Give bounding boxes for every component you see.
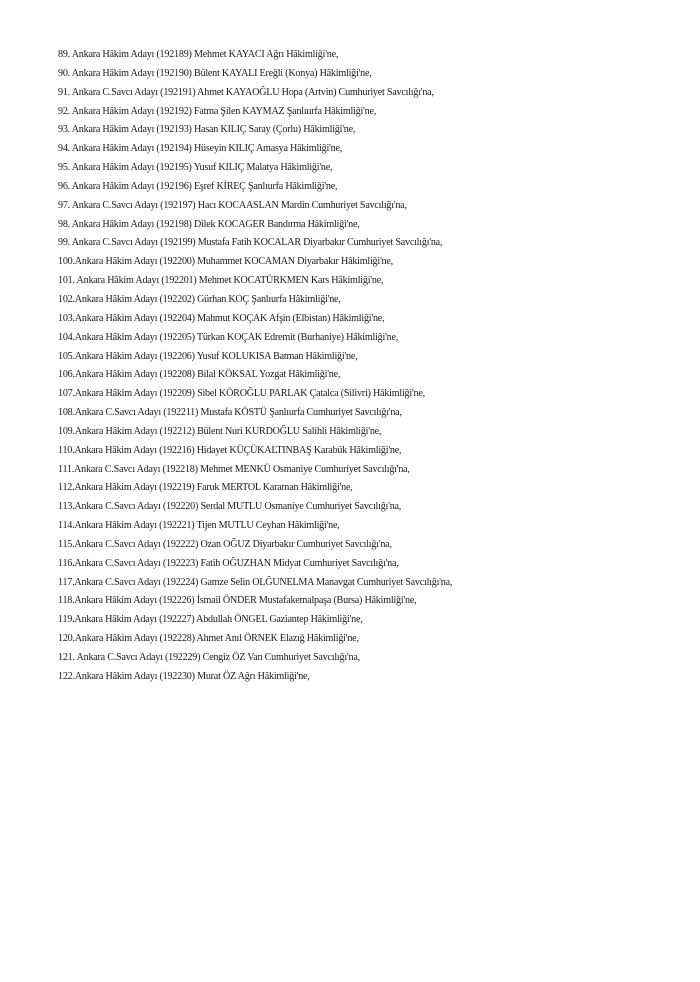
entry-text: Ankara Hâkim Adayı (192189) Mehmet KAYACI Ağrı Hâkimliği'ne, bbox=[69, 48, 339, 60]
entry-number: 103. bbox=[58, 311, 75, 324]
list-item bbox=[58, 196, 628, 215]
entry-number: 89. bbox=[58, 48, 70, 60]
appointment-list bbox=[58, 45, 678, 686]
entry-text: Ankara Hâkim Adayı (192196) Eşref KİREÇ Şanlıurfa Hâkimliği'ne, bbox=[69, 179, 338, 192]
entry-text: Ankara Hâkim Adayı (192202) Gürhan KOÇ Şanlıurfa Hâkimliği'ne, bbox=[74, 292, 341, 305]
list-item bbox=[58, 384, 628, 403]
entry-text: Ankara Hâkim Adayı (192226) İsmail ÖNDER Mustafakemalpaşa (Bursa) Hâkimliği'ne, bbox=[74, 594, 417, 607]
entry-number: 122. bbox=[58, 669, 75, 682]
list-item bbox=[58, 252, 628, 271]
list-item bbox=[58, 441, 628, 460]
entry-text: Ankara C.Savcı Adayı (192199) Mustafa Fatih KOCALAR Diyarbakır Cumhuriyet Savcılığı'na, bbox=[69, 236, 443, 249]
entry-number: 116. bbox=[58, 556, 75, 569]
entry-number: 101. bbox=[58, 274, 75, 287]
entry-number: 119. bbox=[58, 613, 75, 626]
entry-text: Ankara C.Savcı Adayı (192218) Mehmet MENKÜ Osmaniye Cumhuriyet Savcılığı'na, bbox=[74, 462, 410, 475]
list-item bbox=[58, 554, 628, 573]
list-item bbox=[58, 233, 628, 252]
entry-text: Ankara Hâkim Adayı (192201) Mehmet KOCATÜRKMEN Kars Hâkimliği'ne, bbox=[74, 274, 384, 287]
entry-text: Ankara Hâkim Adayı (192200) Muhammet KOCAMAN Diyarbakır Hâkimliği'ne, bbox=[74, 255, 393, 268]
entry-number: 105. bbox=[58, 349, 75, 362]
entry-number: 107. bbox=[58, 387, 75, 400]
entry-number: 112. bbox=[58, 481, 75, 494]
list-item bbox=[58, 422, 628, 441]
list-item bbox=[58, 648, 628, 667]
entry-number: 99. bbox=[58, 236, 70, 249]
list-item bbox=[58, 120, 628, 139]
entry-text: Ankara Hâkim Adayı (192216) Hidayet KÜÇÜKALTINBAŞ Karabük Hâkimliği'ne, bbox=[74, 443, 402, 456]
list-item bbox=[58, 629, 628, 648]
entry-text: Ankara Hâkim Adayı (192230) Murat ÖZ Ağrı Hâkimliği'ne, bbox=[74, 669, 310, 682]
list-item bbox=[58, 102, 628, 121]
list-item bbox=[58, 667, 628, 686]
list-item bbox=[58, 64, 628, 83]
entry-number: 110. bbox=[58, 443, 75, 456]
list-item bbox=[58, 460, 628, 479]
entry-number: 91. bbox=[58, 85, 70, 98]
list-item bbox=[58, 365, 628, 384]
entry-text: Ankara Hâkim Adayı (192192) Fatma Şilen KAYMAZ Şanlıurfa Hâkimliği'ne, bbox=[69, 104, 377, 117]
entry-number: 98. bbox=[58, 217, 70, 230]
entry-number: 104. bbox=[58, 330, 75, 343]
entry-number: 100. bbox=[58, 255, 75, 268]
list-item bbox=[58, 83, 628, 102]
list-item bbox=[58, 591, 628, 610]
list-item bbox=[58, 610, 628, 629]
entry-text: Ankara Hâkim Adayı (192221) Tijen MUTLU Ceyhan Hâkimliği'ne, bbox=[74, 519, 340, 532]
entry-number: 94. bbox=[58, 142, 70, 155]
entry-number: 95. bbox=[58, 161, 70, 174]
entry-text: Ankara Hâkim Adayı (192208) Bilal KÖKSAL Yozgat Hâkimliği'ne, bbox=[74, 368, 341, 381]
list-item bbox=[58, 516, 628, 535]
entry-text: Ankara C.Savcı Adayı (192229) Cengiz ÖZ Van Cumhuriyet Savcılığı'na, bbox=[74, 651, 360, 663]
entry-text: Ankara Hâkim Adayı (192198) Dilek KOCAGER Bandırma Hâkimliği'ne, bbox=[69, 217, 360, 230]
entry-number: 111. bbox=[58, 462, 75, 475]
entry-text: Ankara Hâkim Adayı (192209) Sibel KÖROĞLU PARLAK Çatalca (Silivri) Hâkimliği'ne, bbox=[74, 387, 425, 400]
list-item bbox=[58, 271, 628, 290]
list-item bbox=[58, 177, 628, 196]
entry-text: Ankara Hâkim Adayı (192190) Bülent KAYALI Ereğli (Konya) Hâkimliği'ne, bbox=[69, 66, 372, 79]
list-item bbox=[58, 309, 628, 328]
entry-text: Ankara C.Savcı Adayı (192222) Ozan OĞUZ Diyarbakır Cumhuriyet Savcılığı'na, bbox=[74, 537, 392, 550]
list-item bbox=[58, 158, 628, 177]
list-item bbox=[58, 478, 628, 497]
entry-text: Ankara Hâkim Adayı (192194) Hüseyin KILIÇ Amasya Hâkimliği'ne, bbox=[69, 142, 343, 155]
list-item bbox=[58, 290, 628, 309]
entry-text: Ankara C.Savcı Adayı (192220) Serdal MUTLU Osmaniye Cumhuriyet Savcılığı'na, bbox=[74, 500, 402, 513]
entry-number: 92. bbox=[58, 104, 70, 117]
entry-number: 97. bbox=[58, 198, 70, 211]
entry-number: 93. bbox=[58, 123, 70, 136]
entry-text: Ankara Hâkim Adayı (192212) Bülent Nuri KURDOĞLU Salihli Hâkimliği'ne, bbox=[74, 424, 382, 437]
list-item bbox=[58, 535, 628, 554]
list-item bbox=[58, 45, 628, 64]
entry-text: Ankara Hâkim Adayı (192205) Türkan KOÇAK Edremit (Burhaniye) Hâkimliği'ne, bbox=[74, 330, 399, 343]
list-item bbox=[58, 347, 628, 366]
entry-text: Ankara C.Savcı Adayı (192223) Fatih OĞUZHAN Midyat Cumhuriyet Savcılığı'na, bbox=[74, 556, 399, 569]
list-item bbox=[58, 328, 628, 347]
entry-text: Ankara Hâkim Adayı (192219) Faruk MERTOL Karaman Hâkimliği'ne, bbox=[74, 481, 353, 494]
entry-number: 121. bbox=[58, 651, 75, 663]
entry-text: Ankara Hâkim Adayı (192228) Ahmet Anıl ÖRNEK Elazığ Hâkimliği'ne, bbox=[74, 632, 359, 645]
entry-number: 96. bbox=[58, 179, 70, 192]
entry-text: Ankara Hâkim Adayı (192204) Mahmut KOÇAK Afşin (Elbistan) Hâkimliği'ne, bbox=[74, 311, 385, 324]
entry-text: Ankara Hâkim Adayı (192227) Abdullah ÖNGEL Gaziantep Hâkimliği'ne, bbox=[74, 613, 363, 626]
entry-number: 114. bbox=[58, 519, 75, 532]
entry-number: 115. bbox=[58, 537, 75, 550]
entry-number: 120. bbox=[58, 632, 75, 645]
entry-text: Ankara Hâkim Adayı (192193) Hasan KILIÇ Saray (Çorlu) Hâkimliği'ne, bbox=[69, 123, 356, 136]
entry-number: 108. bbox=[58, 406, 75, 419]
list-item bbox=[58, 403, 628, 422]
entry-number: 118. bbox=[58, 594, 75, 607]
list-item bbox=[58, 139, 628, 158]
entry-number: 90. bbox=[58, 66, 70, 79]
entry-number: 113. bbox=[58, 500, 75, 513]
entry-number: 106. bbox=[58, 368, 75, 381]
entry-text: Ankara C.Savcı Adayı (192191) Ahmet KAYAOĞLU Hopa (Artvin) Cumhuriyet Savcılığı'na, bbox=[69, 85, 434, 98]
entry-number: 102. bbox=[58, 292, 75, 305]
list-item bbox=[58, 573, 628, 592]
entry-number: 109. bbox=[58, 424, 75, 437]
entry-text: Ankara Hâkim Adayı (192195) Yusuf KILIÇ Malatya Hâkimliği'ne, bbox=[69, 161, 333, 174]
entry-text: Ankara C.Savcı Adayı (192211) Mustafa KÖSTÜ Şanlıurfa Cumhuriyet Savcılığı'na, bbox=[74, 406, 402, 419]
entry-text: Ankara C.Savcı Adayı (192197) Hacı KOCAASLAN Mardin Cumhuriyet Savcılığı'na, bbox=[69, 198, 407, 211]
entry-number: 117. bbox=[58, 575, 75, 588]
entry-text: Ankara Hâkim Adayı (192206) Yusuf KOLUKISA Batman Hâkimliği'ne, bbox=[74, 349, 358, 362]
list-item bbox=[58, 215, 628, 234]
entry-text: Ankara C.Savcı Adayı (192224) Gamze Selin OLĞUNELMA Manavgat Cumhuriyet Savcılığı'na, bbox=[74, 575, 453, 588]
list-item bbox=[58, 497, 628, 516]
